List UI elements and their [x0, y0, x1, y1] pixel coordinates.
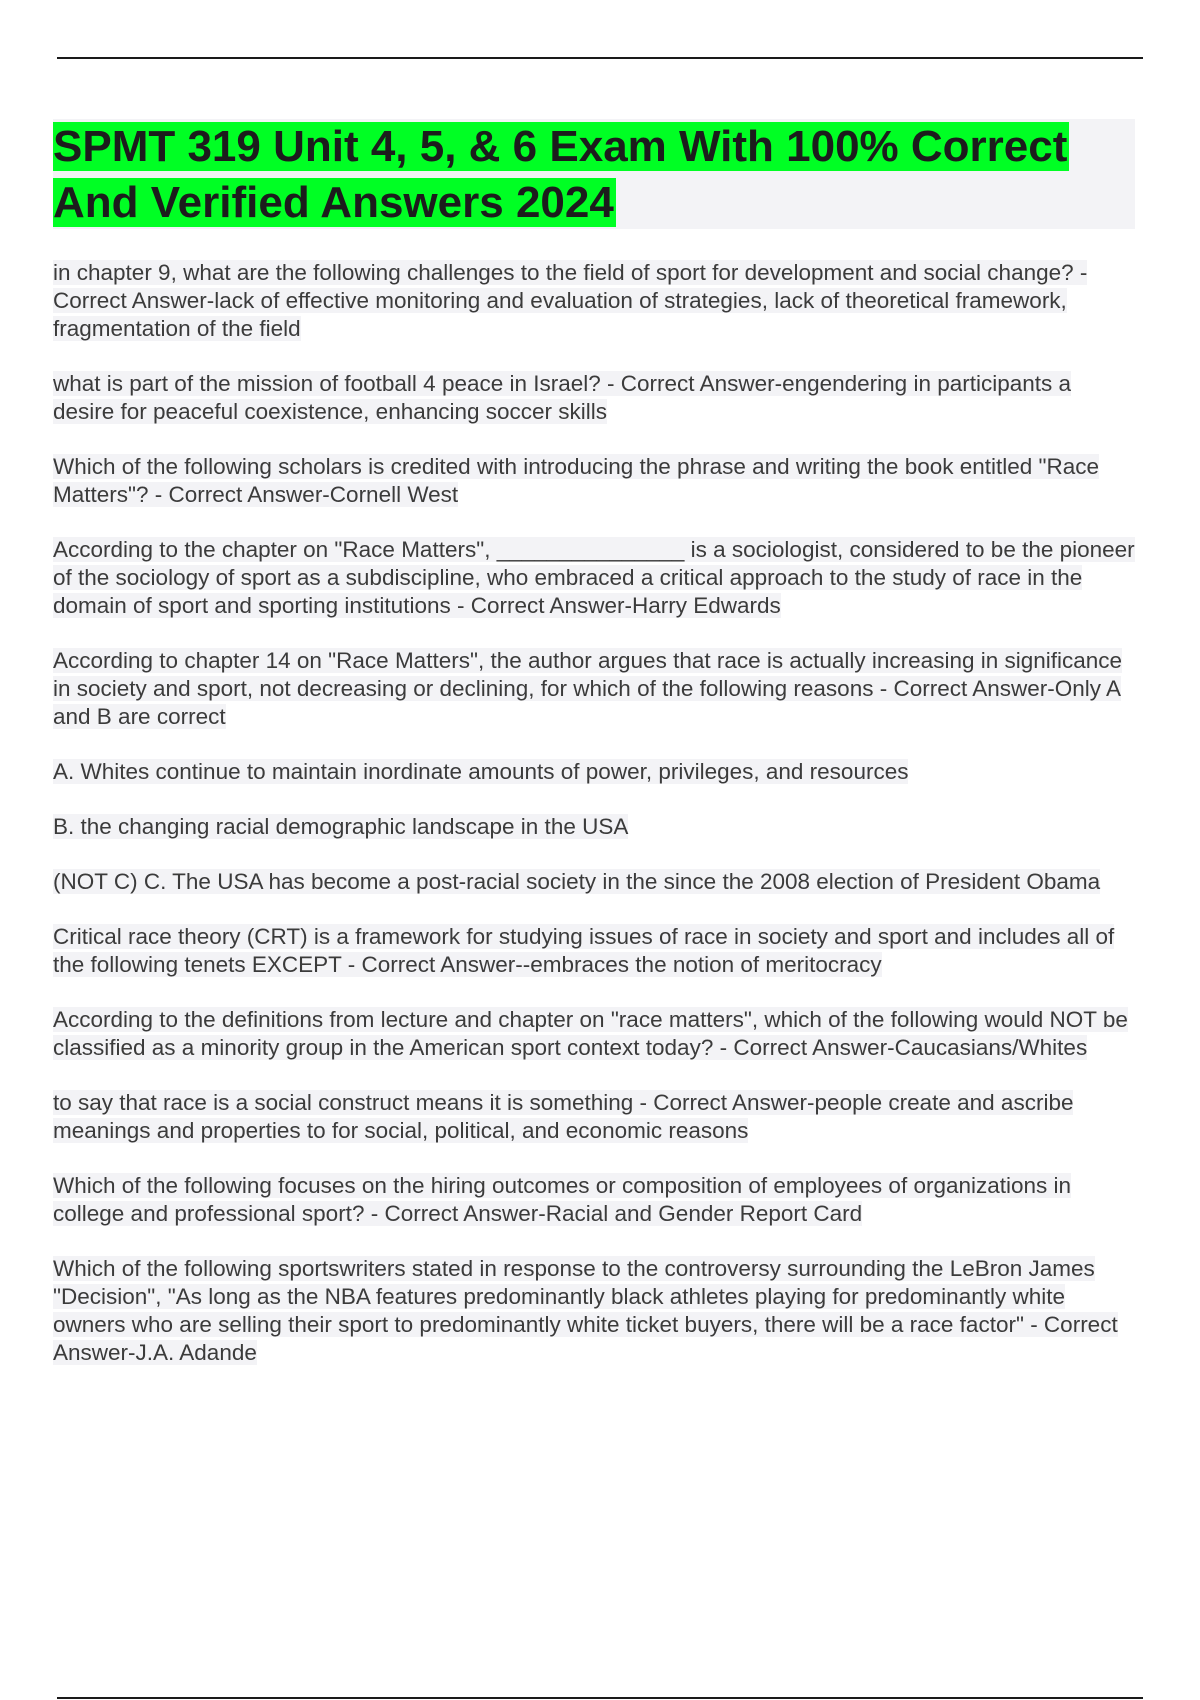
qa-paragraph	[53, 453, 1135, 509]
answer-option	[53, 758, 1135, 786]
option-text: B. the changing racial demographic landscape in the USA	[53, 814, 629, 839]
answer-option	[53, 813, 1135, 841]
qa-paragraph	[53, 1255, 1135, 1367]
qa-paragraph	[53, 647, 1135, 731]
qa-text: in chapter 9, what are the following challenges to the field of sport for development and social change? - Correct Answer-lack of effective monitoring and evaluation of strategies, lack of theoretical framework, fragmentation of the field	[53, 260, 1088, 341]
top-rule	[57, 57, 1143, 59]
qa-text: to say that race is a social construct means it is something - Correct Answer-people create and ascribe meanings and properties to for social, political, and economic reasons	[53, 1090, 1074, 1143]
qa-text: Which of the following focuses on the hiring outcomes or composition of employees of organizations in college and professional sport? - Correct Answer-Racial and Gender Report Card	[53, 1173, 1072, 1226]
answer-option	[53, 868, 1135, 896]
document-title-text: SPMT 319 Unit 4, 5, & 6 Exam With 100% Correct And Verified Answers 2024	[53, 122, 1068, 227]
document-title	[53, 119, 1135, 231]
qa-paragraph	[53, 1006, 1135, 1062]
qa-text: Critical race theory (CRT) is a framework for studying issues of race in society and sport and includes all of the following tenets EXCEPT - Correct Answer--embraces the notion of meritocracy	[53, 924, 1115, 977]
qa-paragraph	[53, 259, 1135, 343]
option-text: (NOT C) C. The USA has become a post-racial society in the since the 2008 election of President Obama	[53, 869, 1101, 894]
qa-text: what is part of the mission of football 4 peace in Israel? - Correct Answer-engendering in participants a desire for peaceful coexistence, enhancing soccer skills	[53, 371, 1072, 424]
qa-paragraph	[53, 536, 1135, 620]
option-text: A. Whites continue to maintain inordinate amounts of power, privileges, and resources	[53, 759, 909, 784]
qa-paragraph	[53, 370, 1135, 426]
qa-text: According to the definitions from lecture and chapter on "race matters", which of the following would NOT be classified as a minority group in the American sport context today? - Correct Answer-Caucasians/Whites	[53, 1007, 1128, 1060]
qa-text: Which of the following scholars is credited with introducing the phrase and writing the book entitled "Race Matters"? - Correct Answer-Cornell West	[53, 454, 1100, 507]
qa-text: According to chapter 14 on "Race Matters", the author argues that race is actually increasing in significance in society and sport, not decreasing or declining, for which of the following reasons - Correct Answer-Only A and B are correct	[53, 648, 1123, 729]
title-block	[53, 119, 1135, 229]
qa-paragraph	[53, 1089, 1135, 1145]
qa-paragraph	[53, 923, 1135, 979]
qa-paragraph	[53, 1172, 1135, 1228]
qa-text: According to the chapter on "Race Matters", _______________ is a sociologist, considered to be the pioneer of the sociology of sport as a subdiscipline, who embraced a critical approach to the study of race in the domain of sport and sporting institutions - Correct Answer-Harry Edwards	[53, 537, 1135, 618]
bottom-rule	[57, 1697, 1143, 1699]
document-body	[53, 119, 1135, 1394]
qa-text: Which of the following sportswriters stated in response to the controversy surrounding the LeBron James "Decision", "As long as the NBA features predominantly black athletes playing for predominantly white owners who are selling their sport to predominantly white ticket buyers, there will be a race factor" - Correct Answer-J.A. Adande	[53, 1256, 1118, 1365]
